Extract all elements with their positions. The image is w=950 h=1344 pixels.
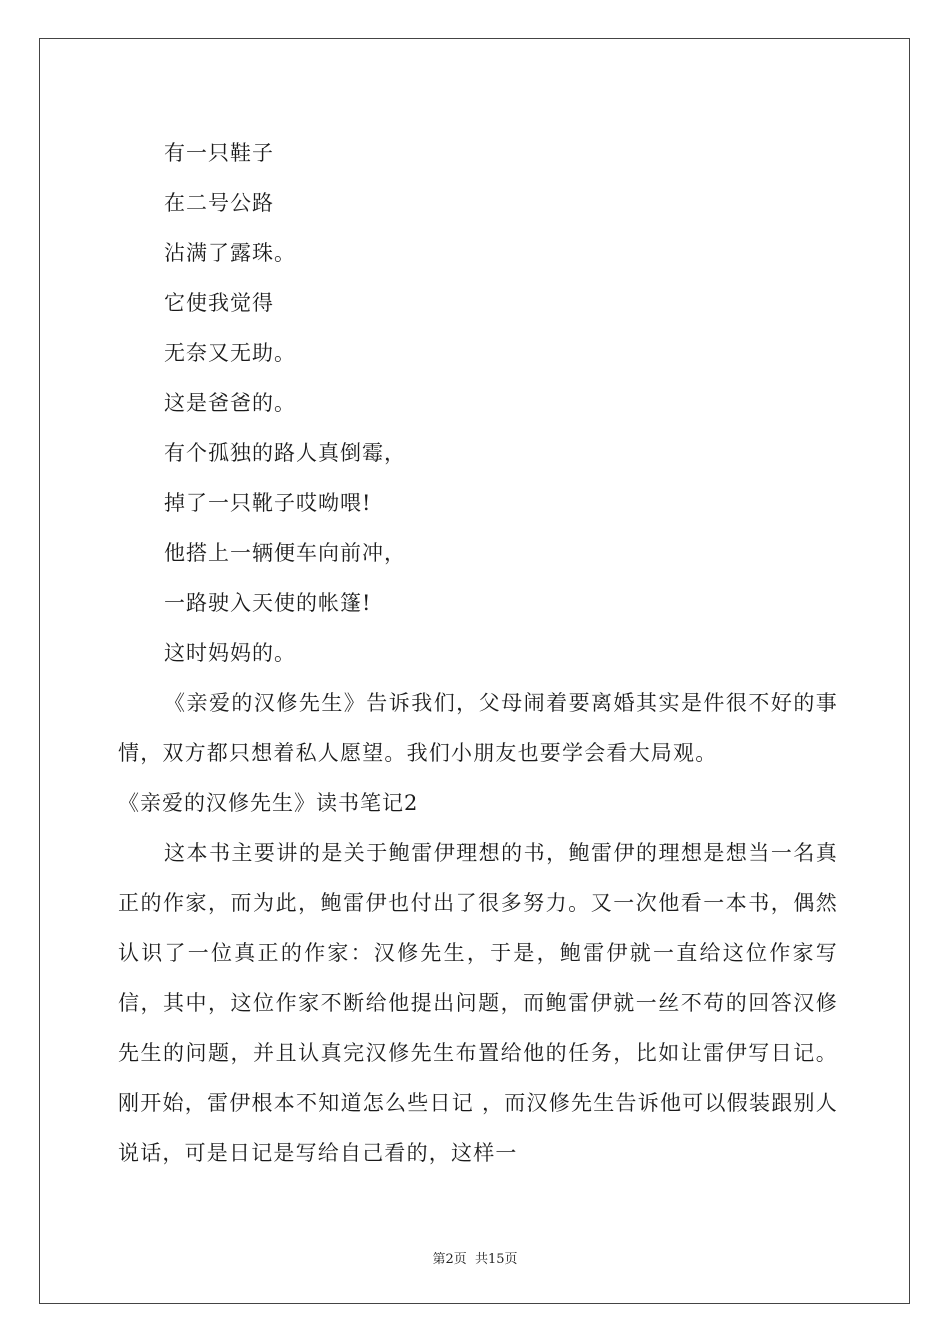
page-footer bbox=[0, 1248, 950, 1267]
poem-line: 掉了一只靴子哎呦喂! bbox=[164, 491, 372, 515]
poem-line: 有一只鞋子 bbox=[164, 141, 274, 165]
poem-line: 无奈又无助。 bbox=[164, 341, 296, 365]
poem-line: 在二号公路 bbox=[164, 191, 274, 215]
poem-line: 沾满了露珠。 bbox=[164, 241, 296, 265]
poem-line: 有个孤独的路人真倒霉， bbox=[164, 441, 406, 465]
body-paragraph: 这本书主要讲的是关于鲍雷伊理想的书，鲍雷伊的理想是想当一名真正的作家，而为此，鲍雷伊也付出了很多努力。又一次他看一本书，偶然认识了一位真正的作家：汉修先生，于是，鲍雷伊就一直给这位作家写信，其中，这位作家不断给他提出问题，而鲍雷伊就一丝不苟的回答汉修先生的问题，并且认真完汉修先生布置给他的任务，比如让雷伊写日记。刚开始，雷伊根本不知道怎么些日记 ，而汉修先生告诉他可以假装跟别人说话，可是日记是写给自己看的，这样一 bbox=[118, 841, 838, 1165]
page-number: 第2页 bbox=[432, 1252, 467, 1267]
poem-line: 他搭上一辆便车向前冲， bbox=[164, 541, 406, 565]
poem-line: 它使我觉得 bbox=[164, 291, 274, 315]
section-heading: 《亲爱的汉修先生》读书笔记2 bbox=[118, 791, 419, 815]
poem-line: 这时妈妈的。 bbox=[164, 641, 296, 665]
poem-line: 这是爸爸的。 bbox=[164, 391, 296, 415]
poem-line: 一路驶入天使的帐篷! bbox=[164, 591, 372, 615]
document-body bbox=[118, 128, 838, 1178]
page-total: 共15页 bbox=[474, 1252, 518, 1267]
summary-paragraph: 《亲爱的汉修先生》告诉我们，父母闹着要离婚其实是件很不好的事情，双方都只想着私人愿望。我们小朋友也要学会看大局观。 bbox=[118, 691, 838, 765]
